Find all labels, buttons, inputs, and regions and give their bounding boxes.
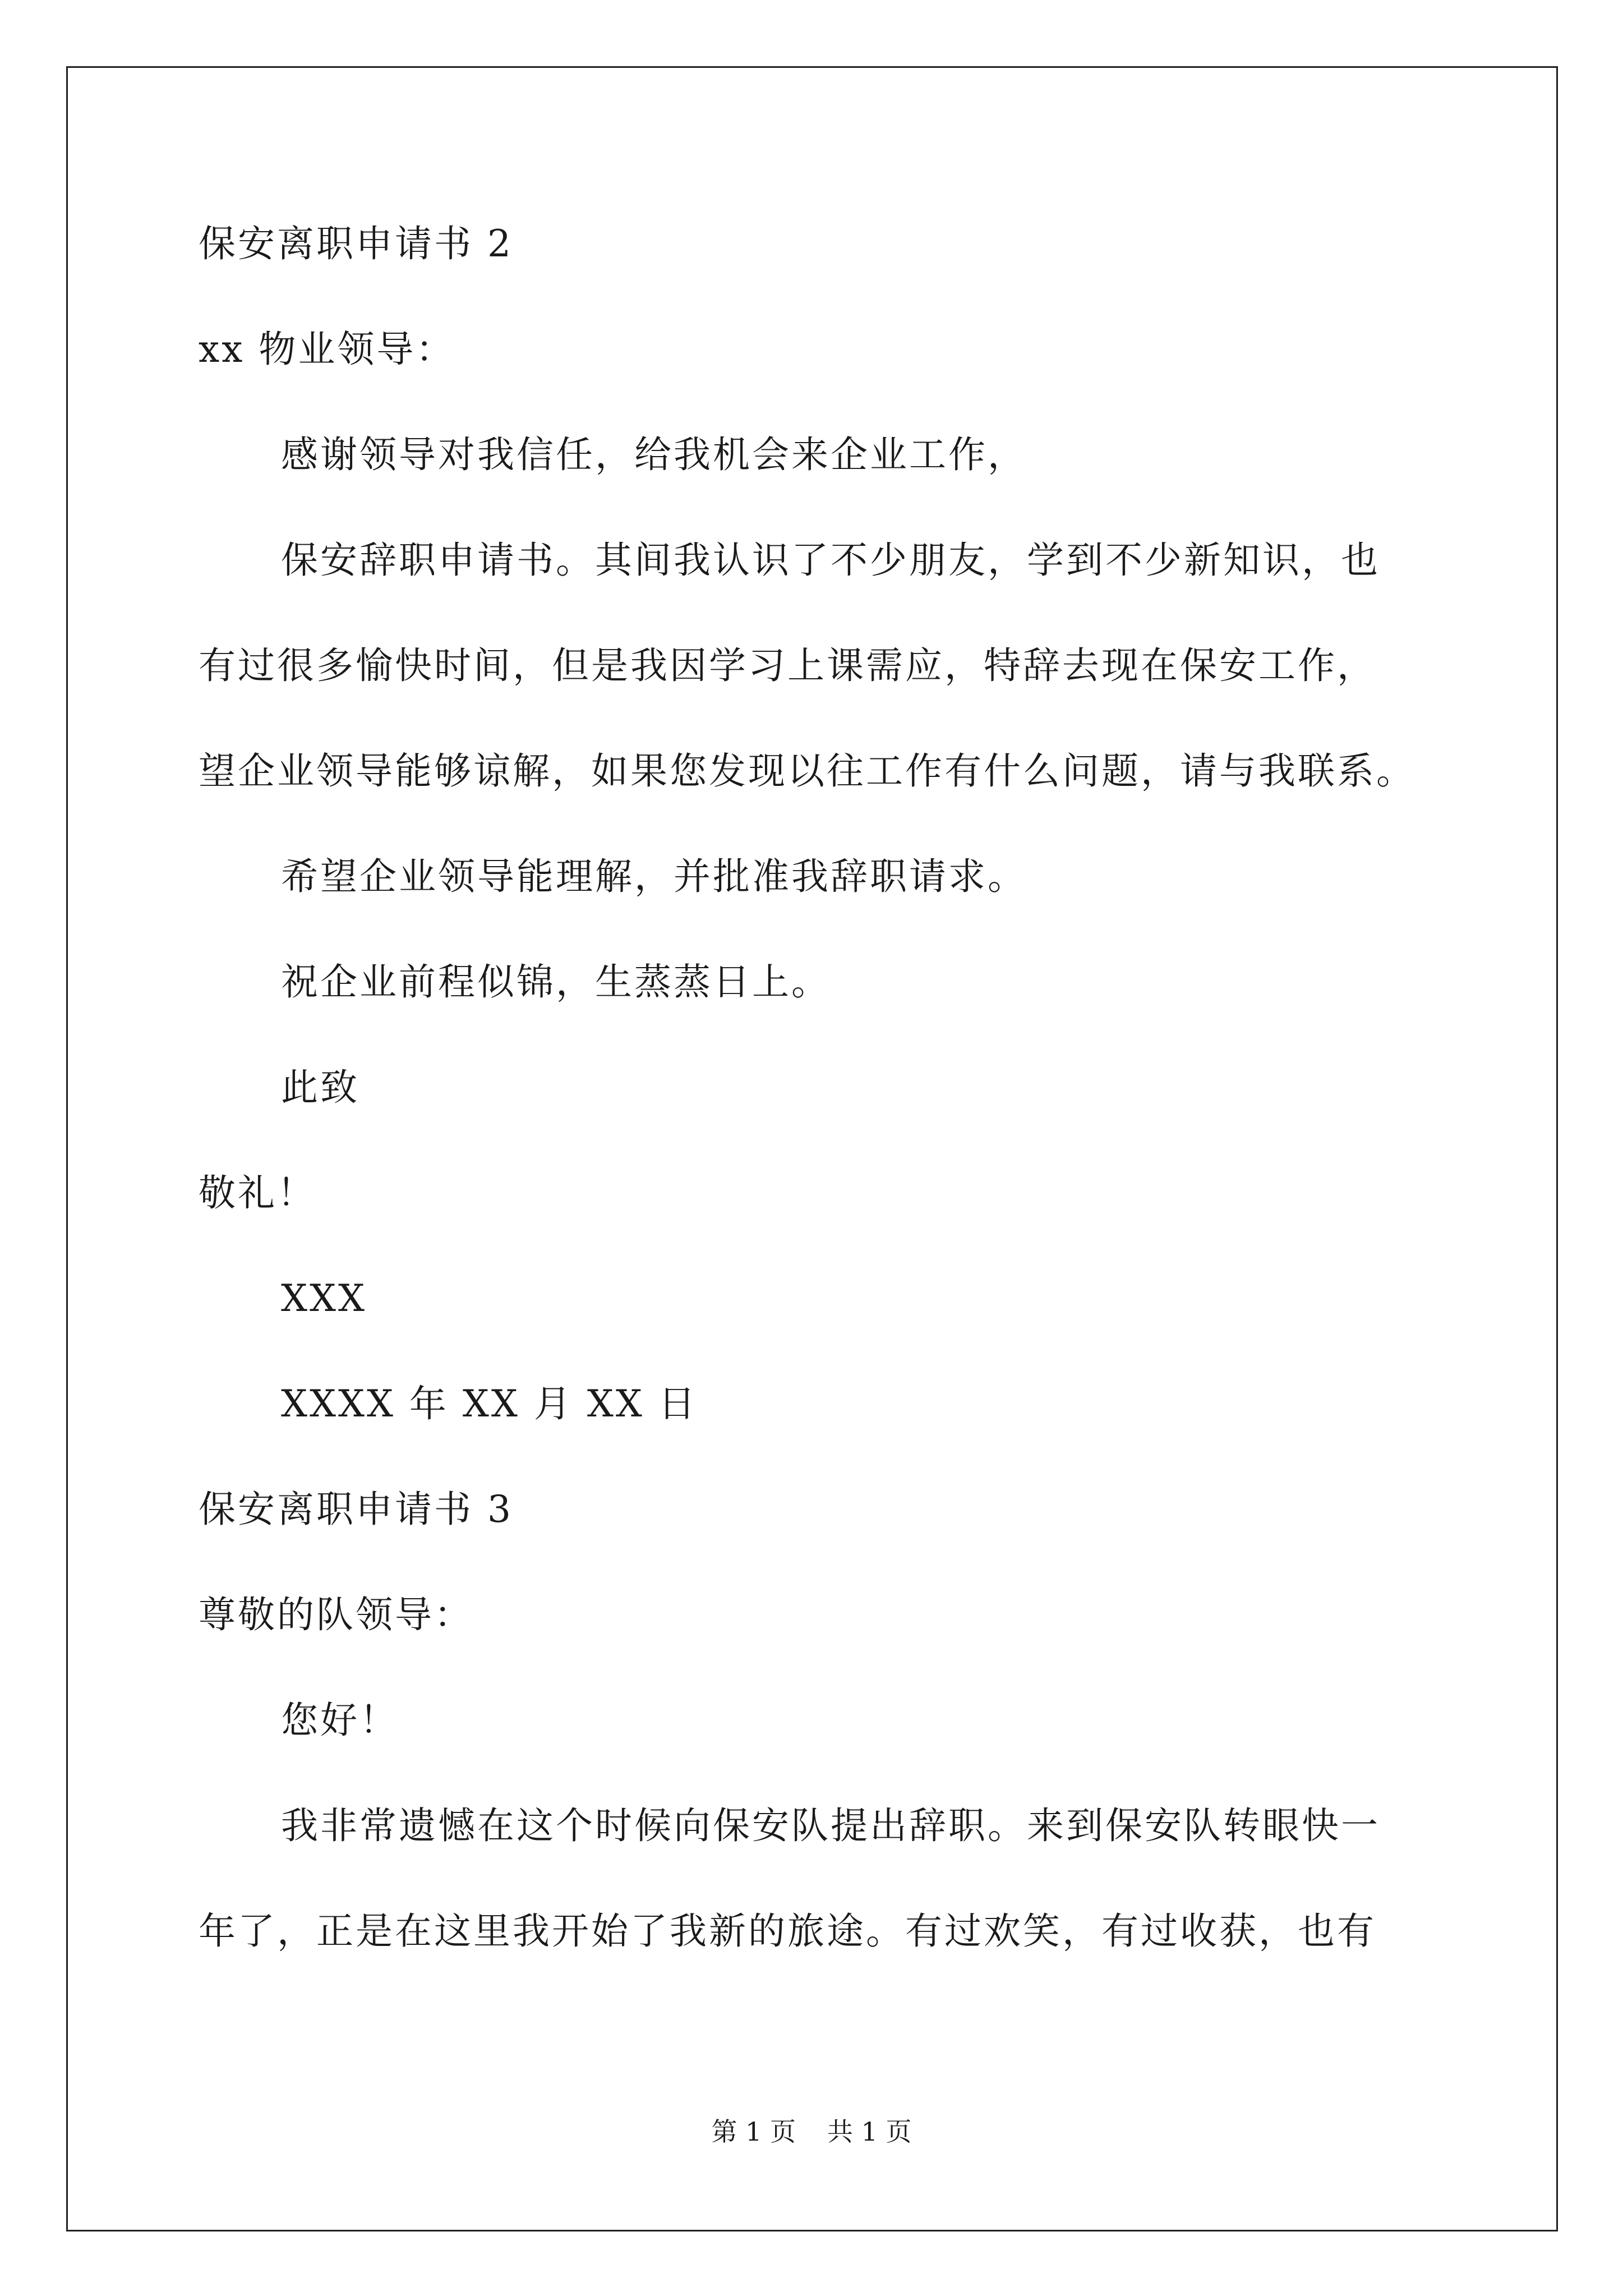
signature-date: XXXX 年 XX 月 XX 日 <box>281 1382 698 1425</box>
section-title: 保安离职申请书 3 <box>199 1488 513 1531</box>
section-title: 保安离职申请书 2 <box>199 222 513 265</box>
page-footer <box>0 2115 1623 2148</box>
page-number-total: 共 1 页 <box>827 2116 912 2147</box>
paragraph-line: 保安辞职申请书。其间我认识了不少朋友，学到不少新知识，也 <box>281 539 1380 582</box>
paragraph-line: 感谢领导对我信任，给我机会来企业工作， <box>281 433 1027 476</box>
paragraph-line: 希望企业领导能理解，并批准我辞职请求。 <box>281 855 1027 898</box>
greeting-line: 您好！ <box>281 1699 399 1742</box>
paragraph-line: 望企业领导能够谅解，如果您发现以往工作有什么问题，请与我联系。 <box>199 749 1415 793</box>
signature-name: XXX <box>281 1277 367 1320</box>
closing-line: 敬礼！ <box>199 1171 316 1214</box>
paragraph-line: 祝企业前程似锦，生蒸蒸日上。 <box>281 960 831 1004</box>
paragraph-line: 有过很多愉快时间，但是我因学习上课需应，特辞去现在保安工作， <box>199 644 1376 687</box>
salutation: xx 物业领导： <box>199 328 455 371</box>
paragraph-line: 我非常遗憾在这个时候向保安队提出辞职。来到保安队转眼快一 <box>281 1804 1380 1847</box>
salutation: 尊敬的队领导： <box>199 1593 473 1636</box>
page-number-current: 第 1 页 <box>711 2116 796 2147</box>
paragraph-line: 年了，正是在这里我开始了我新的旅途。有过欢笑，有过收获，也有 <box>199 1910 1376 1953</box>
closing-line: 此致 <box>281 1066 359 1109</box>
